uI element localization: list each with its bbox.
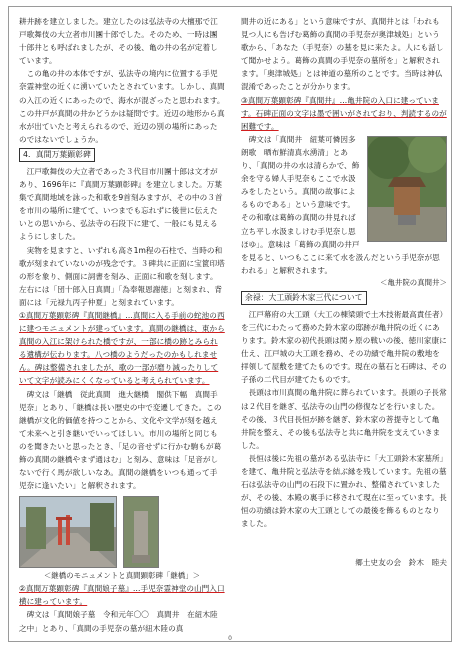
tsugihashi-monument-photo	[19, 496, 117, 568]
photo-caption: ＜継橋のモニュメントと真間顕彰碑「継橋」＞	[43, 571, 201, 581]
paragraph: この亀の井の本体ですが、弘法寺の境内に位置する手児奈霊神堂の近くに湧いていたとされています。しかし、真間の入江の近くにあったので、海水が混ざったと思われます。この井戸が真間の井かどうかは疑問です。近辺の地形から真水が出ていたと考えられるので、近辺の別の場所にあったのではないでしょうか。	[19, 69, 225, 144]
right-column	[241, 15, 447, 570]
paragraph: 間井の近にある」という意味ですが、真間井とは「われも見つ人にも告げむ葛飾の真間の手児奈が奥津城処」という歌から、「あなた（手児奈）の墓を見に来たよ。人にも話して聞かせよう。葛飾の真間の手児奈の墓所を」と解釈されます。「奥津城処」とは神道の墓所のことです。当時は神仏混淆であったことが分かります。	[241, 17, 444, 92]
paragraph: 長頭は市川真間の亀井院に葬られています。長頭の子長常は２代目を継ぎ、弘法寺の山門の修復などを行いました。その後、３代目長恒が跡を継ぎ、鈴木家の菩提寺として亀井院を整え、その後も弘法寺と共に亀井院を支えていきました。	[241, 388, 447, 450]
left-column	[19, 15, 225, 635]
author-signature: 郷土史友の会 鈴木 睦夫	[355, 558, 447, 568]
paragraph: 実物を見ますと、いずれも高さ1m程の石柱で、当時の和歌が刻まれていないのが残念です。３碑共に正面に宝篋印塔の形を象り、側面に詞書を刻み、正面に和歌を刻します。左右には「団十郎入日真間」「為奉報恩謝徳」と刻まれ、背面には「元禄九丙子仲夏」と刻まれています。	[19, 245, 225, 307]
tsugihashi-stele-photo	[123, 496, 159, 568]
paragraph: 長恒は後に先祖の墓がある弘法寺に「大工頭鈴木家墓所」を建て、亀井院と弘法寺を結ぶ縁を残しています。先祖の墓石は弘法寺の山門の石段下に置かれ、整備されていましたが、その後、本殿の裏手に移されて現在に至っています。長恒の功績は鈴木家の大工頭としての最後を飾るものとなりました。	[241, 453, 447, 529]
paragraph: 碑文は「真間娘子墓 令和元年〇〇 真間井 在紐木陸之中」とあり、「真間の手児奈の墓が紐木陸の真	[19, 610, 218, 633]
paragraph: 江戸歌舞伎の大立者であった３代目市川團十郎は文才があり、1696年に『真間万葉顕彰碑』を建立しました。万葉集で真間地域を詠った和歌を9首刻みますが、その中の３首を市川の場所に建てて、いつまでも忘れずに後世に伝えたいとの思いから、弘法寺の石段下に建て、一般にも見えるようにしました。	[19, 166, 223, 242]
appendix-heading: 余禄：大工頭鈴木家三代について	[241, 291, 367, 305]
newsletter-page	[8, 6, 452, 642]
section-heading: 4．真間万葉顕彰碑	[19, 148, 95, 162]
kamei-in-mamanoi-photo	[367, 136, 447, 242]
paragraph-highlight: ③真間万葉顕彰碑『真間井』…亀井院の入口に建っています。石碑正面の文字は墨で囲いがされており、判読するのが困難です。	[241, 95, 447, 131]
page-number: 0	[228, 635, 232, 642]
paragraph: 耕井跡を建立しました。建立したのは弘法寺の大檀那で江戸歌舞伎の大立者市川團十郎でした。そのため、一時は團十郎井とも呼ばれましたが、その後、亀の井の名が定着しています。	[19, 17, 218, 66]
paragraph: 碑文は「真間井 紐葉可憐因多朗歌 晒布鮮清真水湧清」とあり、「真間の井の水は清らかで、飾余を守る婦人手児奈もここで水汲みをしたという。真間の故事によるものである」という意味です。その和歌は葛飾の真間の井見れば立ち平し水汲ましけむ手児奈し思ほゆ」。意味は「葛飾の真間の井戸を見ると、いつもここに来て水を汲んだという手児奈が思われる」と解釈されます。	[241, 134, 440, 275]
paragraph: 江戸幕府の大工頭（大工の棟梁頭で土木技術最高責任者）を三代にわたって務めた鈴木家の邸跡が亀井院の近くにあります。鈴木家の初代長頭は関ヶ原の戦いの後、徳川家康に仕え、江戸城の大工頭を務め、その功績で亀井院の敷地を拝領して屋敷を建てたものです。現在の墓石と石碑は、その子孫の二代目が建てたものです。	[241, 309, 447, 385]
photo-caption: ＜亀井院の真間井＞	[380, 277, 447, 287]
photo-row	[19, 496, 225, 568]
paragraph: 碑文は「継橋 従此真間 進大継橋 閣供下幅 真間手児奈」とあり、「継橋は長い歴史の中で変遷してきた。この継橋が文化的価値を持つことから、文化や文学が刻を越えて未来へと引き継いでいってほしい。市川の場所と同じものを聞きたいと思ったとき、「足の音せずに行かむ駒もが葛飾の真間の継橋やまず通はむ」と刻み、意味は「足音がしないで行く馬が欲しいなあ。真間の継橋をいつも通って手児奈に逢いたい」と解釈されます。	[19, 389, 222, 491]
paragraph-highlight: ②真間万葉顕彰碑『真間娘子墓』…手児奈霊神堂の山門入口横に建っています。	[19, 584, 225, 607]
paragraph-highlight: ①真間万葉顕彰碑『真間継橋』…真間に入る手前の蛇池の西に建つモニュメントが建っています。真間の継橋は、東から真間の入江に架けられた橋ですが、一部に橋の跡とみられる遺構が伝わります。八つ橋のようだったのかもしれません。碑は整備されましたが、歌の一部が磨り減ったりしていて文字が読みにくくなっていると考えられています。	[19, 310, 225, 386]
